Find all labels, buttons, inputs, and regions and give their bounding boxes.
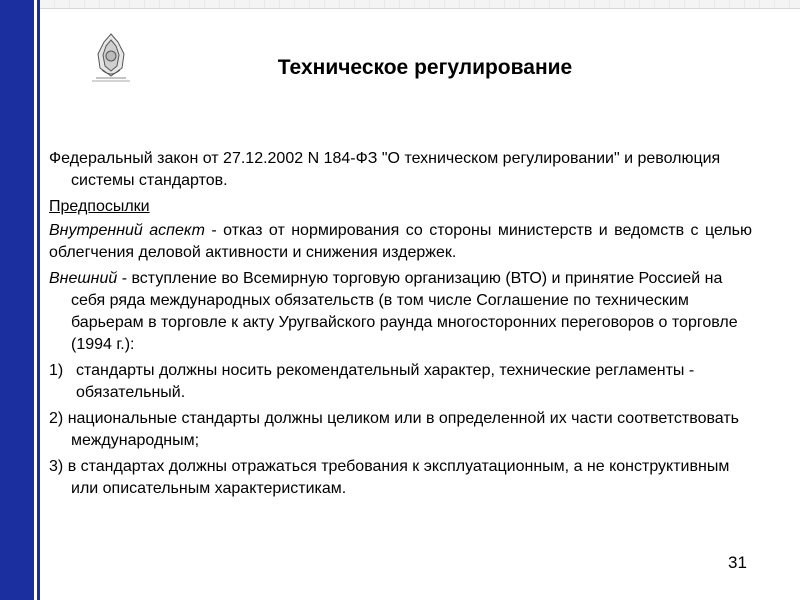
slide-body xyxy=(49,148,752,504)
list-item-number: 3) xyxy=(49,458,64,475)
external-aspect-label: Внешний xyxy=(49,270,118,287)
internal-aspect-label: Внутренний аспект xyxy=(49,222,205,239)
list-item xyxy=(49,360,752,404)
slide-title: Техническое регулирование xyxy=(277,56,573,79)
list-item-number: 2) xyxy=(49,410,64,427)
list-item-text: национальные стандарты должны целиком или в определенной их части соответствовать международным; xyxy=(67,410,739,449)
list-item xyxy=(49,456,752,500)
list-item-text: стандарты должны носить рекомендательный характер, технические регламенты - обязательный. xyxy=(76,362,695,401)
left-accent-bar xyxy=(0,0,34,600)
university-emblem-icon xyxy=(80,30,142,88)
list-item-text: в стандартах должны отражаться требования к эксплуатационным, а не конструктивным или описательным характеристикам. xyxy=(67,458,730,497)
external-aspect-paragraph xyxy=(49,268,752,356)
internal-aspect-text: - отказ от нормирования со стороны министерств и ведомств с целью облегчения деловой активности и снижения издержек. xyxy=(49,222,753,261)
internal-aspect-paragraph xyxy=(49,220,752,264)
external-aspect-text: - вступление во Всемирную торговую организацию (ВТО) и принятие Россией на себя ряда международных обязательств (в том числе Соглашение по техническим барьерам в торговле к акту Уругвайского раунда многосторонних переговоров о торговле (1994 г.): xyxy=(71,270,738,353)
left-accent-line xyxy=(37,0,40,600)
law-paragraph: Федеральный закон от 27.12.2002 N 184-ФЗ "О техническом регулировании" и революция системы стандартов. xyxy=(49,150,721,189)
prerequisites-heading: Предпосылки xyxy=(49,198,150,215)
top-decorative-border xyxy=(40,0,800,9)
list-item-number: 1) xyxy=(49,362,64,379)
list-item xyxy=(49,408,752,452)
page-number: 31 xyxy=(728,553,747,572)
